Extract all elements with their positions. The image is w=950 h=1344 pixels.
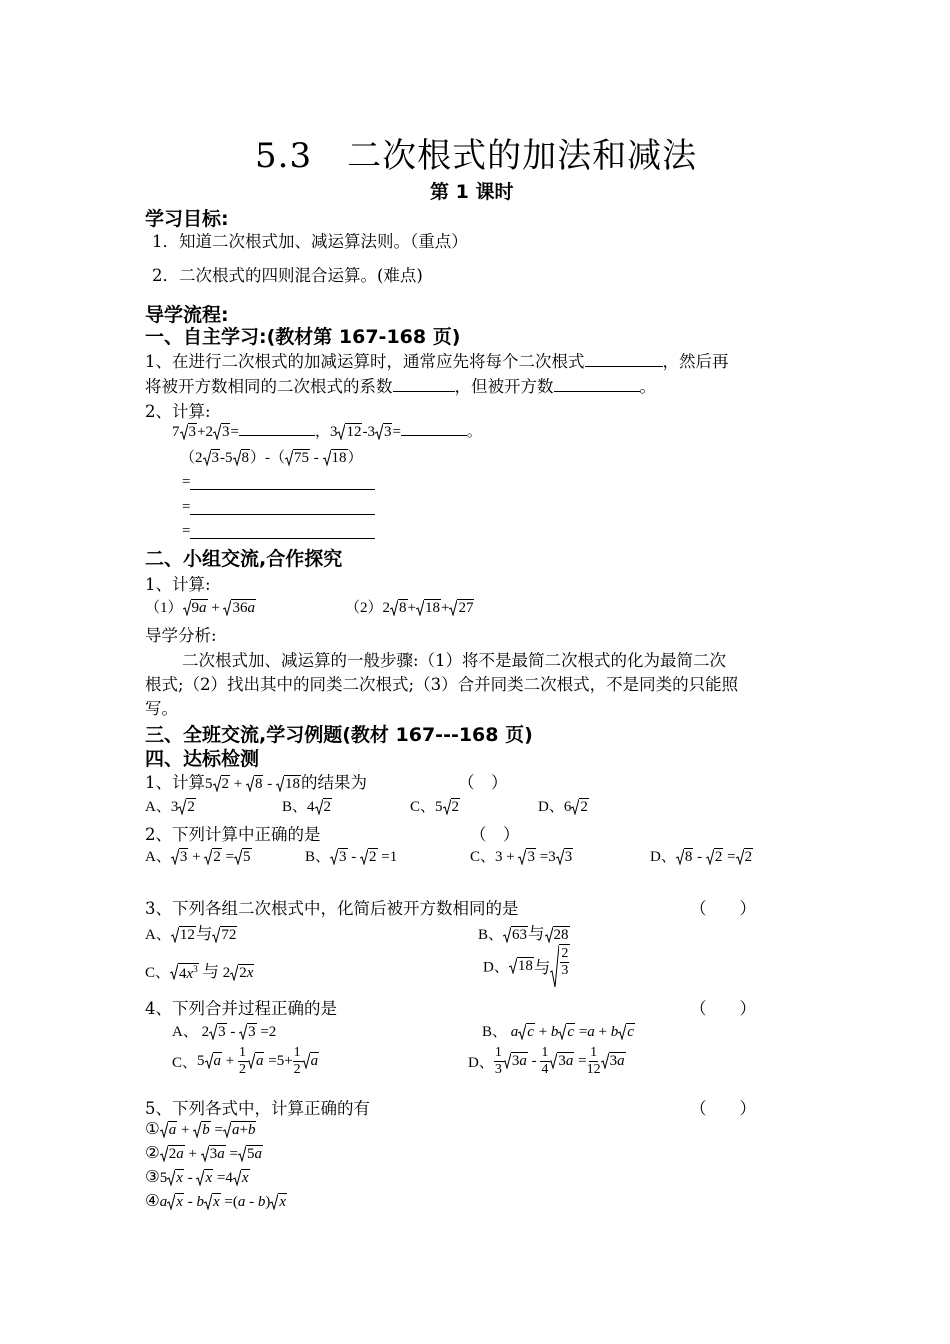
sqrt: 3 — [239, 1023, 257, 1041]
conj-text: 与 — [202, 962, 219, 981]
objective-2: 2．二次根式的四则混合运算。(难点) — [152, 266, 423, 285]
answer-paren[interactable]: （ ） — [690, 899, 756, 918]
sqrt: 8 — [233, 449, 251, 467]
sqrt: a — [247, 1052, 265, 1070]
sqrt: 18 — [323, 449, 348, 467]
sqrt: x — [167, 1169, 184, 1187]
option-label: B、 — [478, 927, 504, 943]
sqrt: a — [160, 1121, 178, 1139]
sqrt: b — [193, 1121, 211, 1139]
option-label: D、6 — [538, 799, 572, 815]
answer-line[interactable] — [190, 489, 375, 490]
sqrt: 2 — [706, 848, 724, 866]
s2-q1-label: 1、计算: — [145, 575, 211, 594]
sqrt: 2x — [230, 964, 254, 982]
answer-blank[interactable] — [585, 351, 663, 367]
q4-option-a[interactable]: A、 2 3 - 3 =2 — [172, 1024, 277, 1041]
q4-option-b[interactable]: B、 a c + b c =a + b c — [482, 1024, 634, 1041]
option-label: C、5 — [410, 799, 443, 815]
item-mark: ④ — [145, 1191, 160, 1210]
section4-heading: 四、达标检测 — [145, 748, 260, 770]
section3-heading: 三、全班交流,学习例题(教材 167---168 页) — [145, 724, 533, 746]
sqrt: 2 — [571, 798, 589, 816]
answer-blank[interactable] — [393, 376, 455, 392]
s4-q2: 2、下列计算中正确的是 — [145, 825, 321, 844]
conj-text: 与 — [195, 924, 213, 943]
answer-paren[interactable]: （ ） — [690, 999, 756, 1018]
sqrt: 28 — [545, 926, 570, 944]
sqrt: 2 — [213, 775, 231, 793]
sqrt: a — [205, 1052, 223, 1070]
q-text: 1、计算 — [145, 773, 205, 792]
sqrt: 75 — [285, 449, 310, 467]
answer-blank[interactable] — [554, 376, 640, 392]
sqrt: 27 — [449, 599, 474, 617]
s4-q5: 5、下列各式中，计算正确的有 — [145, 1099, 370, 1118]
q1-option-b[interactable] — [282, 795, 332, 817]
conj-text: 与 — [533, 958, 551, 977]
option-label: A、 — [172, 1024, 198, 1040]
q2-option-b[interactable]: B、 3 - 2 =1 — [305, 849, 398, 866]
sqrt: 2 — [204, 848, 222, 866]
s1-q1-line2 — [145, 373, 656, 397]
sqrt: x — [196, 1169, 213, 1187]
equals-sign: = — [182, 499, 191, 515]
sqrt: 2a — [160, 1145, 185, 1163]
sqrt: 2 — [178, 798, 196, 816]
sqrt: x — [167, 1193, 184, 1211]
sqrt: 8 — [246, 775, 264, 793]
s2-q1-p2: （2）2 8 + 18 + 27 — [345, 600, 474, 617]
sqrt: 3 — [171, 848, 189, 866]
sqrt: 36a — [223, 599, 256, 617]
q2-option-a[interactable]: A、 3 + 2 = 5 — [145, 849, 251, 866]
answer-paren[interactable]: （ ） — [458, 773, 508, 792]
sqrt: x — [270, 1193, 287, 1211]
part-label: （1） — [145, 600, 183, 616]
option-label: A、 — [145, 849, 171, 865]
sqrt: x — [233, 1169, 250, 1187]
s1-q1-text-e: 。 — [639, 377, 656, 396]
answer-line[interactable] — [190, 538, 375, 539]
part-label: （2） — [345, 600, 383, 616]
sqrt: 3 — [180, 423, 198, 441]
sqrt: a+b — [223, 1121, 256, 1139]
s2-q1-p1: （1） 9a + 36a — [145, 600, 255, 617]
section2-heading: 二、小组交流,合作探究 — [145, 548, 343, 570]
item-mark: ② — [145, 1143, 160, 1162]
q-text: 的结果为 — [300, 773, 367, 792]
option-label: C、 — [470, 849, 496, 865]
option-label: B、 — [482, 1024, 508, 1040]
sqrt: 2 — [315, 798, 333, 816]
s1-q2-expr2: （2 3 -5 8 ）-（ 75 - 18 ） — [180, 450, 363, 467]
s1-q2-end: 。 — [466, 424, 482, 440]
s1-q1-line1 — [145, 348, 729, 372]
analysis-label: 导学分析: — [145, 626, 217, 645]
sqrt: c — [618, 1023, 635, 1041]
answer-blank[interactable] — [239, 420, 315, 436]
analysis-line-2: 根式;（2）找出其中的同类二次根式;（3）合并同类二次根式，不是同类的只能照 — [145, 675, 739, 694]
option-label: A、 — [145, 927, 171, 943]
option-label: D、 — [650, 849, 676, 865]
q4-option-c[interactable]: C、5 a + $\frac{1}{2}$ a =5+ $\frac{1}{2}$ a — [172, 1045, 319, 1077]
process-heading: 导学流程: — [145, 304, 229, 326]
sqrt: 2 — [360, 848, 378, 866]
q5-item-1: ① a + b = a+b — [145, 1119, 256, 1139]
sqrt: 8 — [676, 848, 694, 866]
s1-q1-text-b: ，然后再 — [662, 352, 729, 371]
q1-option-a[interactable] — [145, 795, 196, 817]
s1-q1-text-d: ，但被开方数 — [454, 377, 554, 396]
answer-paren[interactable]: （ ） — [690, 1099, 756, 1118]
analysis-line-1: 二次根式加、减运算的一般步骤:（1）将不是最简二次根式的化为最简二次 — [182, 651, 727, 670]
item-mark: ① — [145, 1119, 160, 1138]
answer-blank[interactable] — [401, 420, 467, 436]
s1-q1-text-a: 1、在进行二次根式的加减运算时，通常应先将每个二次根式 — [145, 352, 585, 371]
sqrt: x — [204, 1193, 221, 1211]
sqrt: 3 — [209, 1023, 227, 1041]
q3-option-a[interactable] — [145, 920, 237, 945]
option-label: D、 — [468, 1055, 494, 1071]
sqrt: 72 — [212, 926, 237, 944]
s1-q1-text-c: 将被开方数相同的二次根式的系数 — [145, 377, 393, 396]
q3-option-c[interactable]: C、 $4x^3$ 与 2 2x — [145, 962, 254, 983]
s1-q2-label: 2、计算: — [145, 402, 211, 421]
lesson-subtitle: 第 1 课时 — [430, 181, 514, 203]
objectives-heading: 学习目标: — [145, 208, 229, 230]
page-title: 5.3 二次根式的加法和减法 — [255, 136, 698, 176]
q1-option-d[interactable] — [538, 795, 589, 817]
sqrt: 9a — [183, 599, 208, 617]
sqrt: c — [518, 1023, 535, 1041]
sqrt: 18 — [276, 775, 301, 793]
sqrt: c — [558, 1023, 575, 1041]
q5-item-2: ② 2a + 3a = 5a — [145, 1143, 262, 1163]
sqrt: 12 — [337, 423, 362, 441]
sqrt: 3a — [601, 1052, 626, 1070]
sqrt: 18 — [416, 599, 441, 617]
sqrt: 2 — [736, 848, 754, 866]
option-label: A、3 — [145, 799, 179, 815]
sqrt: 3 — [213, 423, 231, 441]
sqrt: 3 — [556, 848, 574, 866]
sqrt: 3 — [203, 449, 221, 467]
sqrt: 3 — [518, 848, 536, 866]
answer-paren[interactable]: （ ） — [470, 825, 520, 844]
q2-option-c[interactable]: C、3 + 3 =3 3 — [470, 849, 573, 866]
equals-sign: = — [182, 474, 191, 490]
sqrt: a — [302, 1052, 320, 1070]
answer-line[interactable] — [190, 514, 375, 515]
conj-text: 与 — [528, 924, 545, 943]
sqrt: 12 — [171, 926, 196, 944]
s4-q4: 4、下列合并过程正确的是 — [145, 999, 337, 1018]
q2-option-d[interactable]: D、 8 - 2 = 2 — [650, 849, 753, 866]
s4-q1: 1、计算5 2 + 8 - 18 的结果为 — [145, 773, 367, 793]
s1-q2-expr1: 7 3 +2 3 = ，3 12 -3 3 = 。 — [172, 420, 482, 442]
sqrt: 8 — [390, 599, 408, 617]
section1-heading: 一、自主学习:(教材第 167-168 页) — [145, 326, 461, 348]
equals-sign: = — [182, 523, 191, 539]
option-label: C、 — [145, 965, 171, 981]
sqrt: 3a — [201, 1145, 226, 1163]
sqrt: 18 — [509, 957, 534, 975]
sqrt: 3 — [375, 423, 393, 441]
option-label: D、 — [483, 959, 509, 976]
q4-option-d[interactable]: D、 $\frac{1}{3}$ 3a - $\frac{1}{4}$ 3a = $\frac{1}{12}$ 3a — [468, 1045, 625, 1077]
q3-option-b[interactable] — [478, 920, 570, 945]
q5-item-3: ③5 x - x =4 x — [145, 1167, 249, 1187]
sqrt: 2 — [443, 798, 461, 816]
sqrt: 63 — [503, 926, 528, 944]
option-label: C、 — [172, 1055, 198, 1071]
objective-1: 1．知道二次根式加、减运算法则。（重点） — [152, 232, 468, 251]
option-label: B、 — [305, 849, 331, 865]
sqrt: 3 — [330, 848, 348, 866]
sqrt: 5 — [234, 848, 252, 866]
sqrt: 3a — [503, 1052, 528, 1070]
sqrt: 3a — [549, 1052, 574, 1070]
item-mark: ③ — [145, 1167, 160, 1186]
analysis-line-3: 写。 — [145, 699, 178, 718]
option-label: B、4 — [282, 799, 315, 815]
q3-option-d[interactable] — [483, 944, 570, 988]
q5-item-4: ④a x - b x =(a - b) x — [145, 1191, 287, 1211]
s4-q3: 3、下列各组二次根式中，化简后被开方数相同的是 — [145, 899, 519, 918]
sqrt: $4x^3$ — [170, 963, 199, 983]
sqrt: 5a — [238, 1145, 263, 1163]
sqrt: $\frac{2}{3}$ — [550, 944, 570, 988]
q1-option-c[interactable] — [410, 795, 460, 817]
